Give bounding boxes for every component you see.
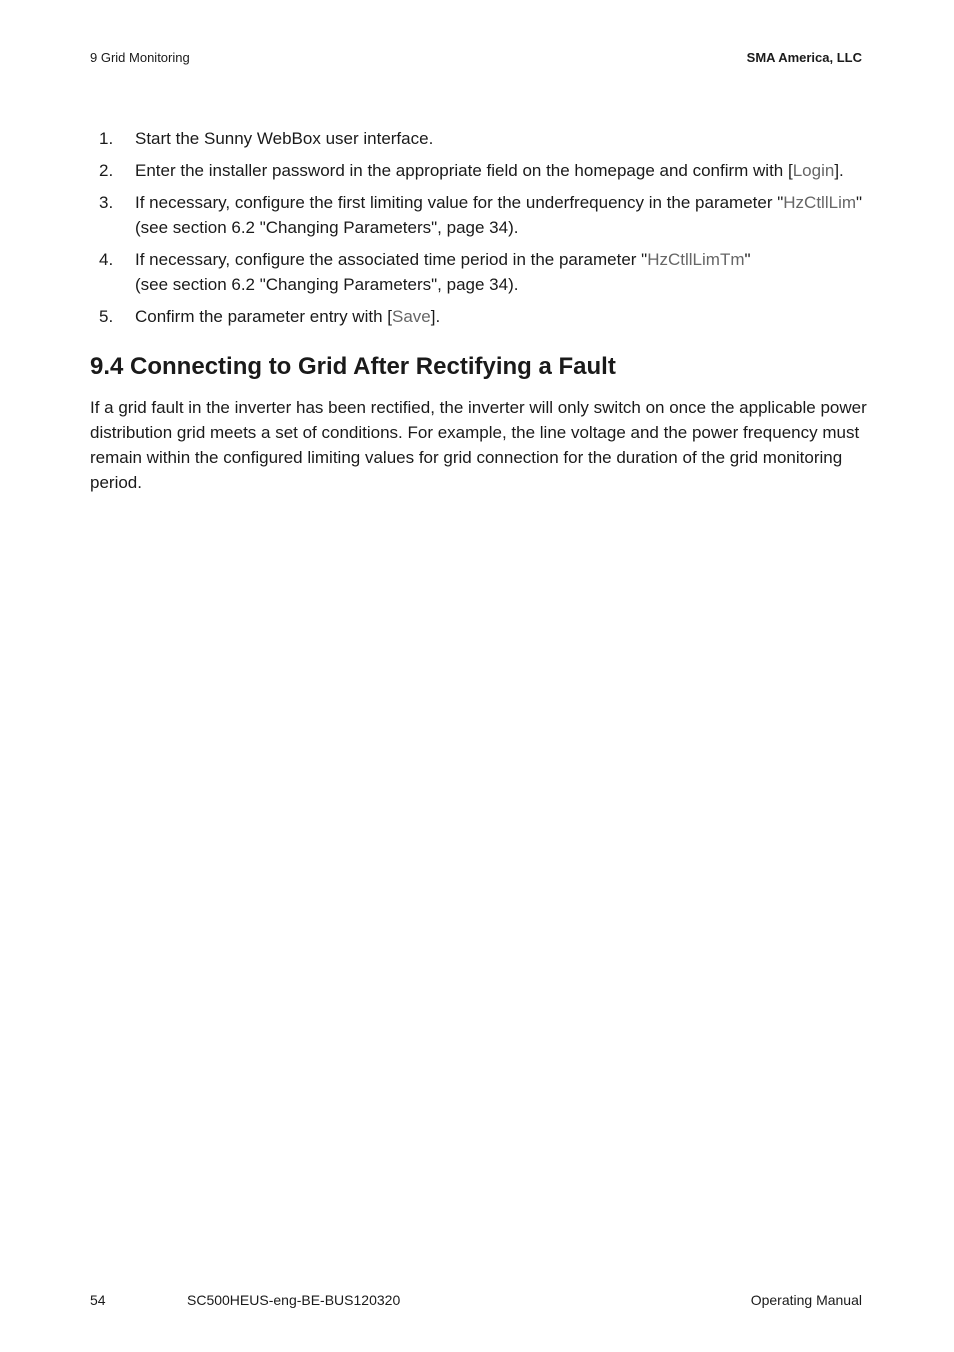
step-5 (90, 304, 880, 329)
step-text: If necessary, configure the associated time period in the parameter " (135, 250, 648, 269)
login-term: Login (792, 161, 835, 180)
document-code: SC500HEUS-eng-BE-BUS120320 (187, 1292, 401, 1308)
parameter-term: HzCtllLim (783, 193, 857, 212)
parameter-term: HzCtllLimTm (647, 250, 745, 269)
cross-reference: (see section 6.2 "Changing Parameters", page 34). (135, 275, 519, 294)
step-number: 4. (99, 250, 114, 269)
document-title: Operating Manual (750, 1292, 862, 1308)
step-number: 1. (99, 129, 114, 148)
step-text: Confirm the parameter entry with [ (135, 307, 392, 326)
step-number: 3. (99, 193, 114, 212)
step-1 (90, 126, 880, 151)
procedure-steps (90, 126, 880, 336)
step-4 (90, 247, 880, 297)
step-text: Start the Sunny WebBox user interface. (135, 129, 434, 148)
step-text-end: " (856, 193, 863, 212)
step-3 (90, 190, 880, 240)
header-chapter: 9 Grid Monitoring (90, 50, 190, 65)
step-text-end: ]. (834, 161, 844, 180)
step-text-end: " (744, 250, 751, 269)
section-body: If a grid fault in the inverter has been rectified, the inverter will only switch on once the applicable power distribution grid meets a set of conditions. For example, the line voltage and the power frequency must remain within the configured limiting values for grid connection for the duration of the grid monitoring period. (90, 398, 867, 492)
cross-reference: (see section 6.2 "Changing Parameters", page 34). (135, 218, 519, 237)
step-2 (90, 158, 880, 183)
step-text-end: ]. (430, 307, 441, 326)
header-company: SMA America, LLC (746, 50, 862, 65)
step-text: Enter the installer password in the appropriate field on the homepage and confirm with [ (135, 161, 793, 180)
section-heading: 9.4 Connecting to Grid After Rectifying a Fault (90, 353, 616, 380)
step-text: If necessary, configure the first limiting value for the underfrequency in the parameter " (135, 193, 784, 212)
page-number: 54 (90, 1292, 106, 1308)
save-term: Save (391, 307, 431, 326)
step-number: 2. (99, 161, 114, 180)
step-number: 5. (99, 307, 114, 326)
